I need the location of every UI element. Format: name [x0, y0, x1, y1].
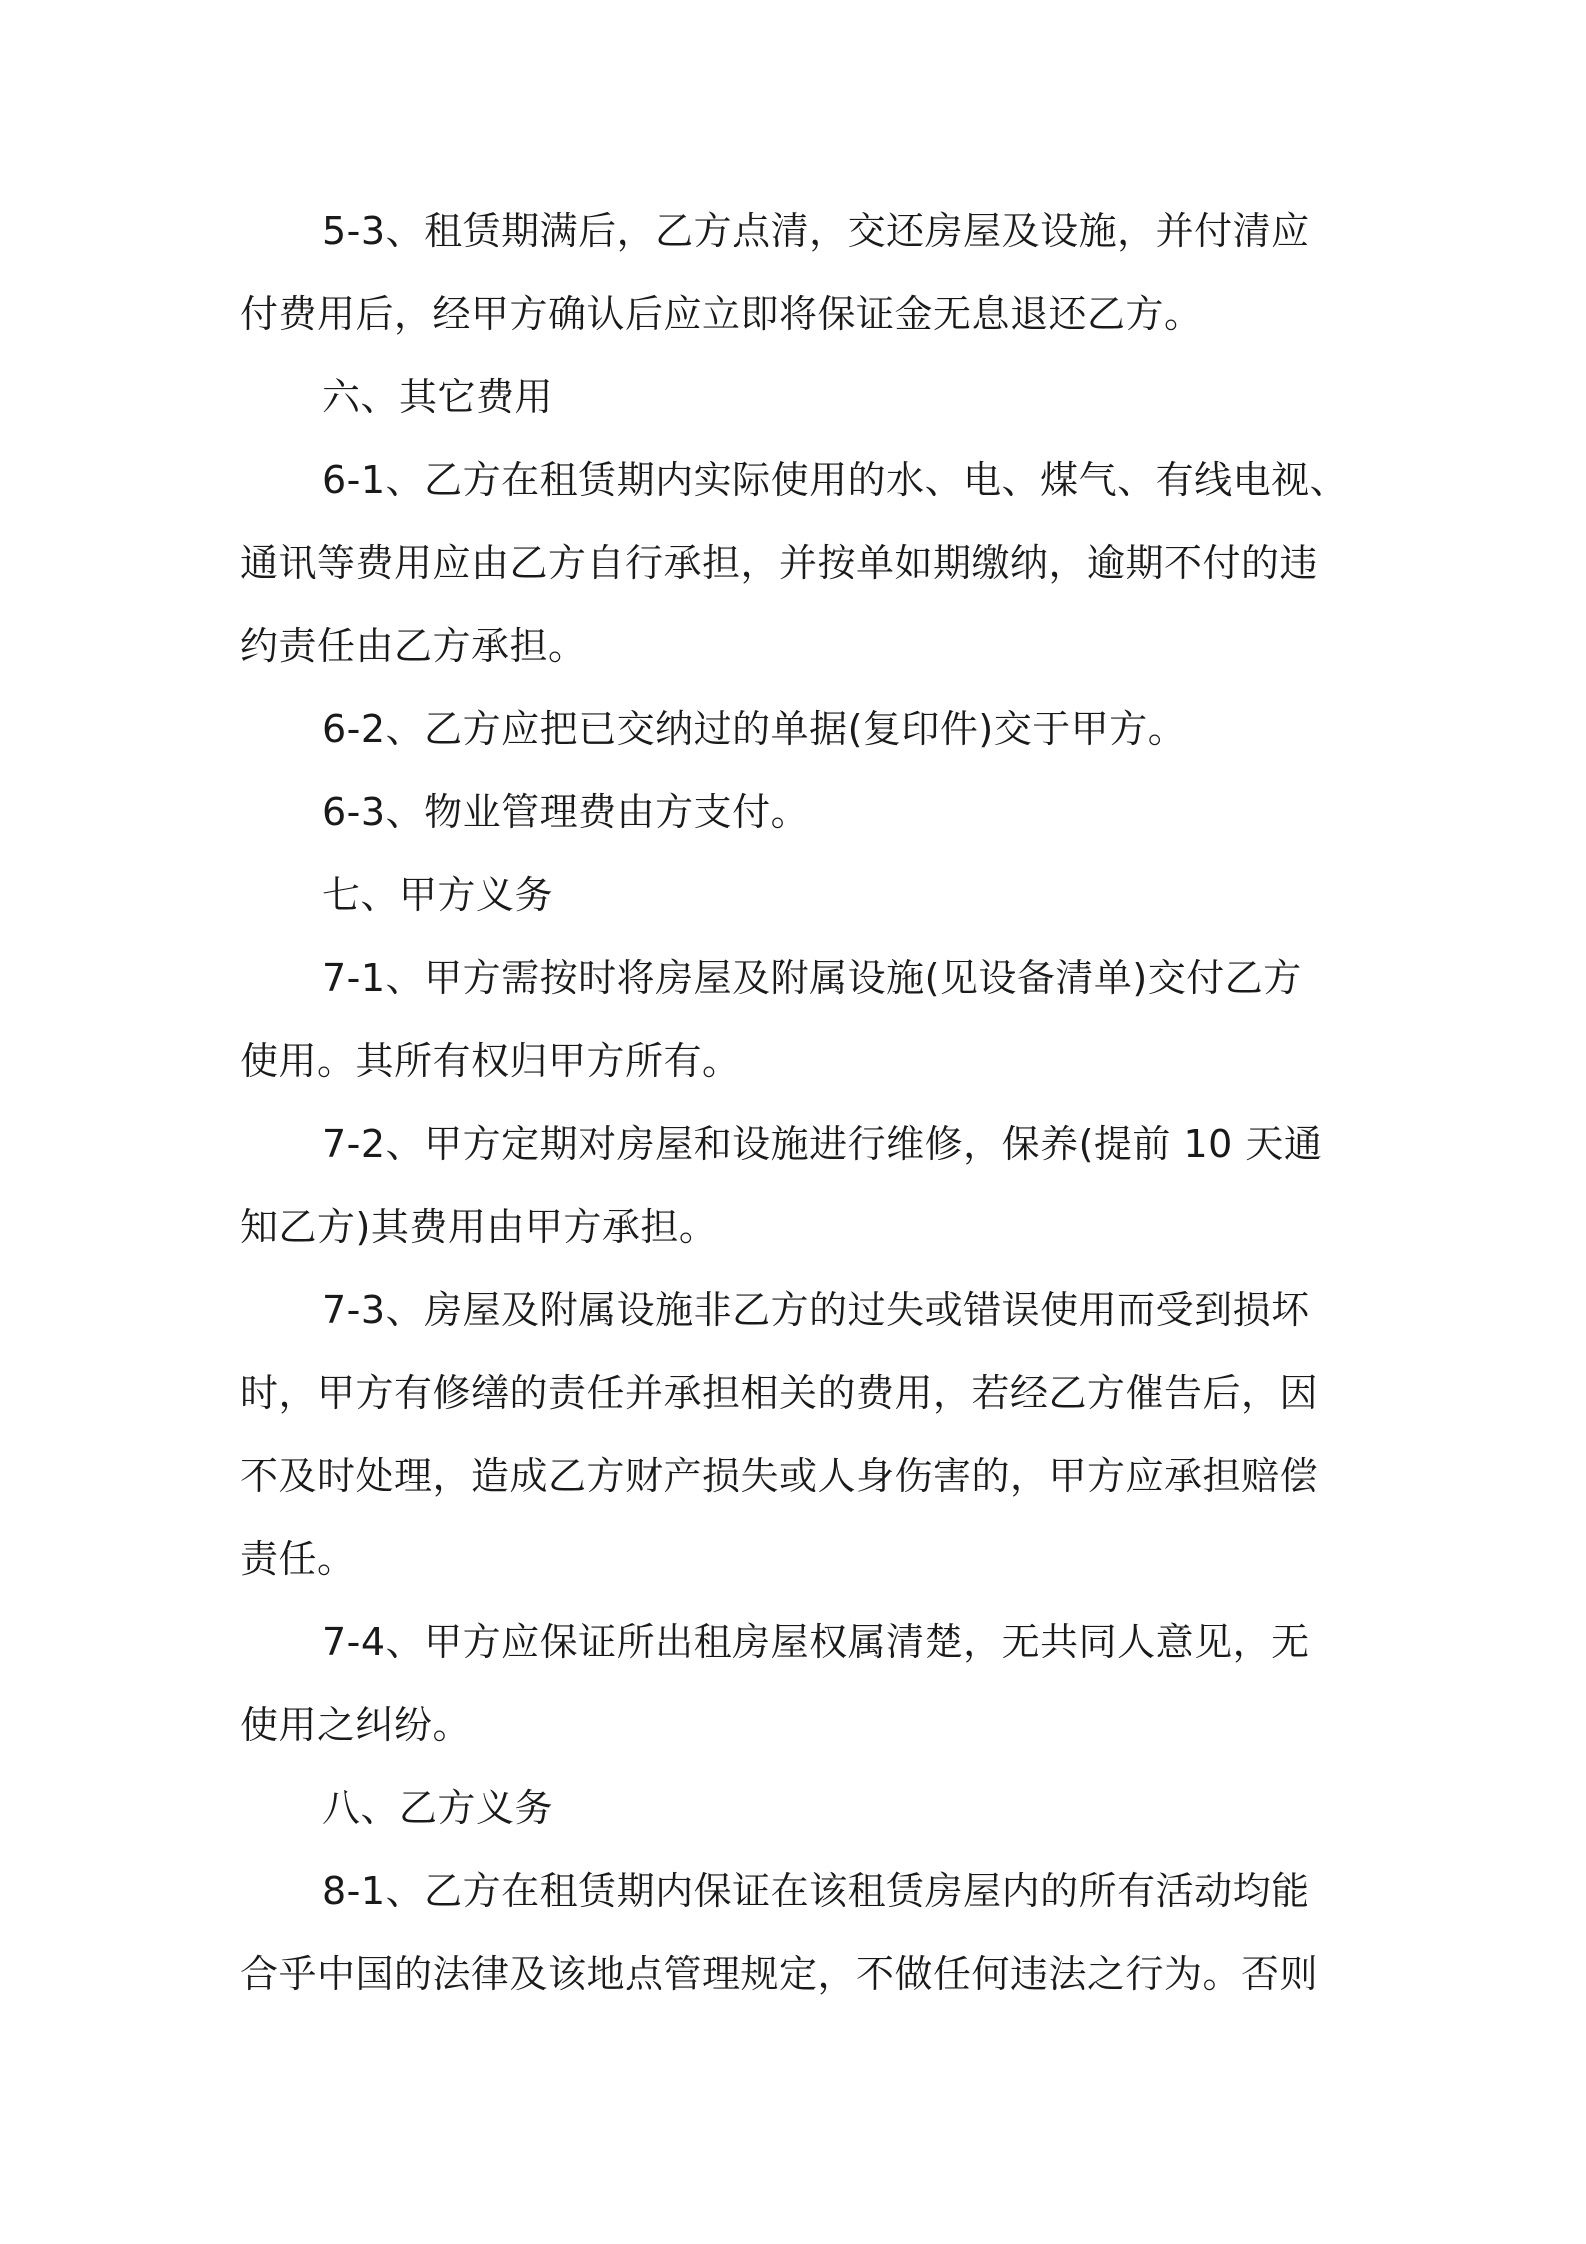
text-line: 使用之纠纷。 — [240, 1703, 472, 1747]
text-line: 6-3、物业管理费由方支付。 — [322, 790, 810, 834]
section-heading: 六、其它费用 — [322, 375, 554, 419]
text-line: 8-1、乙方在租赁期内保证在该租赁房屋内的所有活动均能 — [322, 1869, 1310, 1913]
text-line: 7-2、甲方定期对房屋和设施进行维修，保养(提前 10 天通 — [322, 1122, 1323, 1166]
section-heading: 八、乙方义务 — [322, 1786, 554, 1830]
text-line: 约责任由乙方承担。 — [240, 624, 587, 668]
text-line: 7-4、甲方应保证所出租房屋权属清楚，无共同人意见，无 — [322, 1620, 1310, 1664]
text-line: 7-1、甲方需按时将房屋及附属设施(见设备清单)交付乙方 — [322, 956, 1302, 1000]
section-heading: 七、甲方义务 — [322, 873, 554, 917]
text-line: 知乙方)其费用由甲方承担。 — [240, 1205, 718, 1249]
text-line: 5-3、租赁期满后，乙方点清，交还房屋及设施，并付清应 — [322, 209, 1310, 253]
text-line: 时，甲方有修缮的责任并承担相关的费用，若经乙方催告后，因 — [240, 1371, 1319, 1415]
text-line: 付费用后，经甲方确认后应立即将保证金无息退还乙方。 — [240, 292, 1203, 336]
text-line: 合乎中国的法律及该地点管理规定，不做任何违法之行为。否则 — [240, 1952, 1319, 1996]
text-line: 通讯等费用应由乙方自行承担，并按单如期缴纳，逾期不付的违 — [240, 541, 1319, 585]
document-body — [240, 190, 1360, 2016]
text-line: 不及时处理，造成乙方财产损失或人身伤害的，甲方应承担赔偿 — [240, 1454, 1319, 1498]
text-line: 6-2、乙方应把已交纳过的单据(复印件)交于甲方。 — [322, 707, 1187, 751]
text-line: 7-3、房屋及附属设施非乙方的过失或错误使用而受到损坏 — [322, 1288, 1310, 1332]
text-line: 责任。 — [240, 1537, 356, 1581]
text-line: 6-1、乙方在租赁期内实际使用的水、电、煤气、有线电视、 — [322, 458, 1349, 502]
text-line: 使用。其所有权归甲方所有。 — [240, 1039, 741, 1083]
